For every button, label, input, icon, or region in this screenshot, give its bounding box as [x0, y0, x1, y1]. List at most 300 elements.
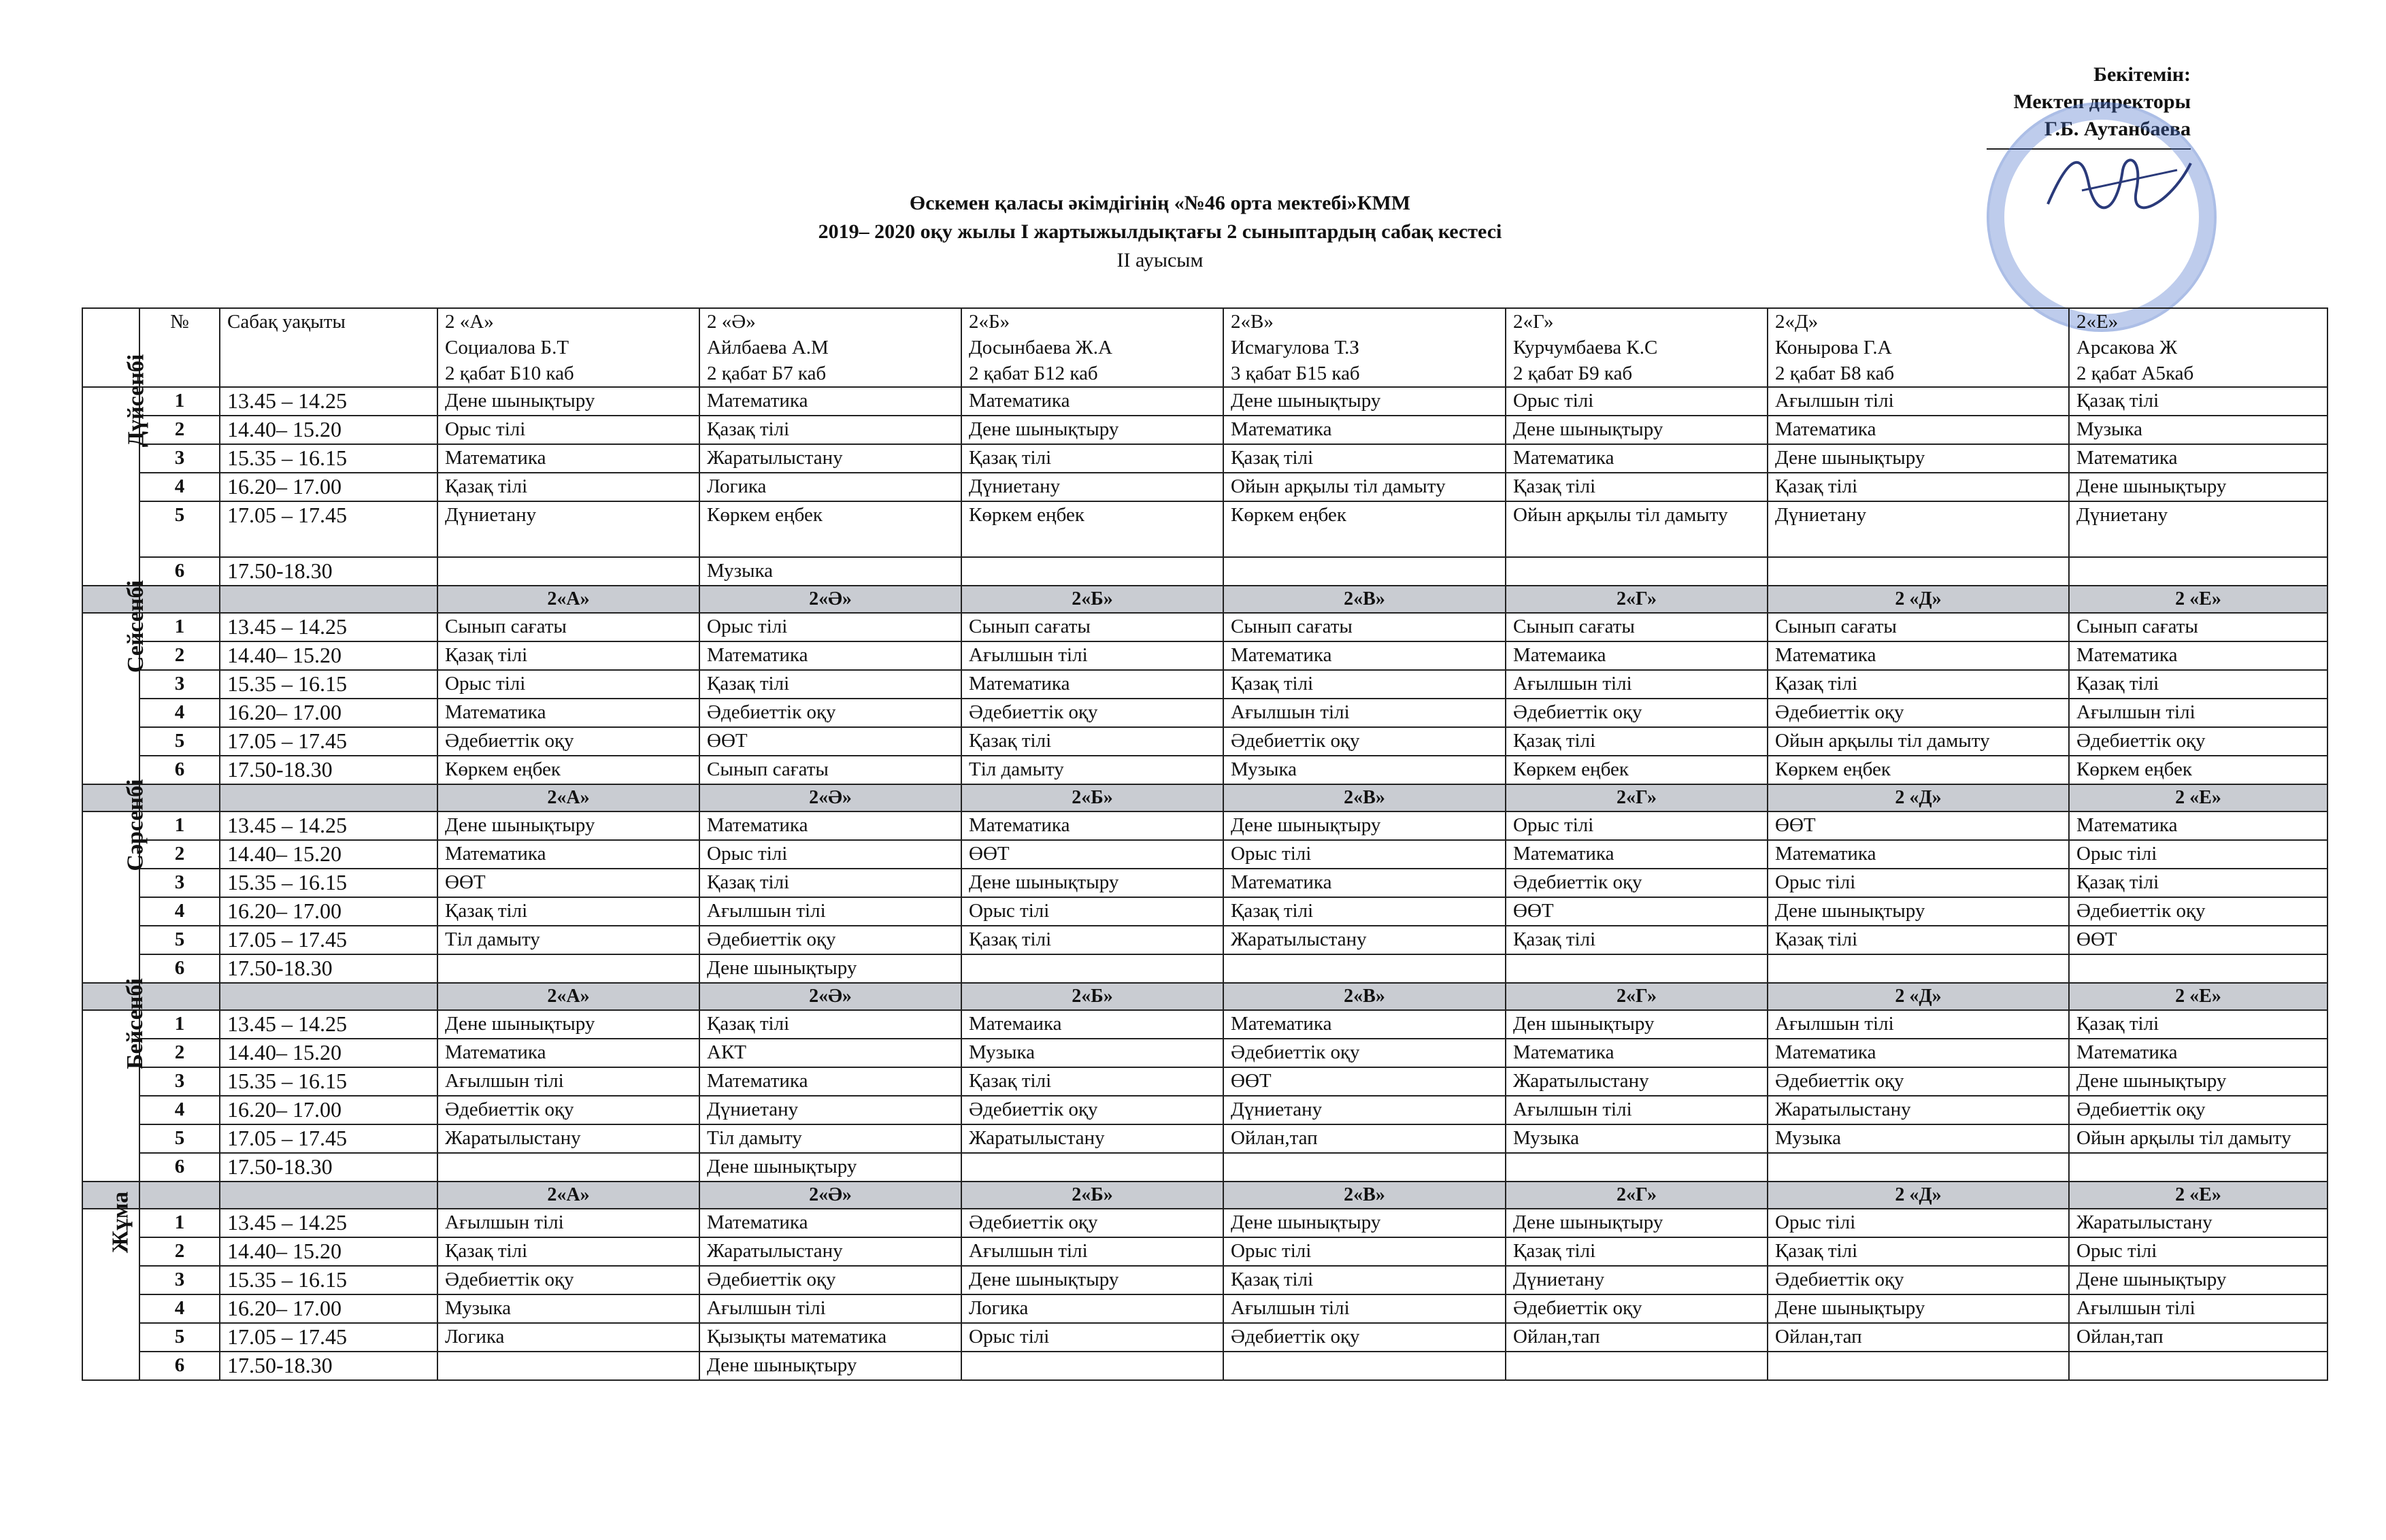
lesson-number: 4 [139, 1294, 220, 1323]
subject-cell: ӨӨТ [1768, 811, 2069, 840]
separator-class-label: 2«Б» [961, 1182, 1223, 1209]
subject-cell [1506, 557, 1768, 586]
subject-cell: Орыс тілі [437, 416, 699, 444]
subject-cell: Көркем еңбек [1768, 756, 2069, 784]
subject-cell: Қазақ тілі [1768, 473, 2069, 501]
class-separator-row [82, 784, 2327, 811]
subject-cell: Ойын арқылы тіл дамыту [1223, 473, 1506, 501]
lesson-number: 3 [139, 869, 220, 897]
separator-class-label: 2«Ә» [699, 983, 961, 1010]
subject-cell: Музыка [2069, 416, 2327, 444]
subject-cell: Орыс тілі [699, 613, 961, 641]
lesson-time: 16.20– 17.00 [220, 1294, 437, 1323]
lesson-number: 2 [139, 1237, 220, 1266]
subject-cell [961, 557, 1223, 586]
subject-cell: Орыс тілі [1768, 869, 2069, 897]
subject-cell: Математика [2069, 641, 2327, 670]
subject-cell: Әдебиеттік оқу [2069, 897, 2327, 926]
subject-cell: Қазақ тілі [699, 1010, 961, 1039]
subject-cell [961, 1352, 1223, 1380]
subject-cell: Сынып сағаты [1223, 613, 1506, 641]
lesson-row [82, 1067, 2327, 1096]
lesson-number: 4 [139, 897, 220, 926]
lesson-time: 15.35 – 16.15 [220, 1266, 437, 1294]
subject-cell: Дүниетану [437, 501, 699, 557]
subject-cell: Әдебиеттік оқу [1223, 1039, 1506, 1067]
subject-cell: Әдебиеттік оқу [1223, 1323, 1506, 1352]
subject-cell: Математика [1768, 1039, 2069, 1067]
lesson-row [82, 557, 2327, 586]
subject-cell: Математика [437, 1039, 699, 1067]
subject-cell: Ағылшын тілі [1768, 1010, 2069, 1039]
subject-cell: Ойлан,тап [1506, 1323, 1768, 1352]
separator-blank [220, 784, 437, 811]
lesson-number: 5 [139, 1124, 220, 1153]
subject-cell: Әдебиеттік оқу [1506, 699, 1768, 727]
subject-cell: Дүниетану [1223, 1096, 1506, 1124]
subject-cell: Дене шынықтыру [961, 869, 1223, 897]
subject-cell: Жаратылыстану [1768, 1096, 2069, 1124]
subject-cell: Орыс тілі [1768, 1209, 2069, 1237]
subject-cell: Сынып сағаты [437, 613, 699, 641]
subject-cell: Логика [437, 1323, 699, 1352]
subject-cell: Көркем еңбек [1223, 501, 1506, 557]
subject-cell: Математика [961, 387, 1223, 416]
subject-cell: Қызықты математика [699, 1323, 961, 1352]
separator-class-label: 2 «Е» [2069, 1182, 2327, 1209]
subject-cell [1506, 1153, 1768, 1182]
subject-cell: Дене шынықтыру [2069, 1266, 2327, 1294]
subject-cell: Көркем еңбек [437, 756, 699, 784]
subject-cell: Ағылшын тілі [1506, 670, 1768, 699]
subject-cell: Ағылшын тілі [699, 1294, 961, 1323]
separator-class-label: 2«Г» [1506, 1182, 1768, 1209]
subject-cell: Дене шынықтыру [1223, 1209, 1506, 1237]
separator-blank [139, 1182, 220, 1209]
separator-class-label: 2«Г» [1506, 784, 1768, 811]
subject-cell: Ағылшын тілі [1223, 1294, 1506, 1323]
subject-cell: Ағылшын тілі [2069, 1294, 2327, 1323]
lesson-row [82, 670, 2327, 699]
subject-cell: Әдебиеттік оқу [437, 1266, 699, 1294]
lesson-time: 17.05 – 17.45 [220, 501, 437, 557]
subject-cell: Дүниетану [2069, 501, 2327, 557]
header-time: Сабақ уақыты [220, 308, 437, 387]
subject-cell: Орыс тілі [1223, 1237, 1506, 1266]
separator-class-label: 2«Ә» [699, 784, 961, 811]
subject-cell: ӨӨТ [1506, 897, 1768, 926]
lesson-number: 1 [139, 613, 220, 641]
subject-cell: Қазақ тілі [961, 727, 1223, 756]
subject-cell: Қазақ тілі [1506, 926, 1768, 954]
subject-cell: Математика [1768, 416, 2069, 444]
lesson-row [82, 416, 2327, 444]
subject-cell: Әдебиеттік оқу [1768, 699, 2069, 727]
lesson-time: 14.40– 15.20 [220, 1237, 437, 1266]
lesson-row [82, 897, 2327, 926]
subject-cell: Әдебиеттік оқу [437, 1096, 699, 1124]
lesson-row [82, 926, 2327, 954]
subject-cell: Әдебиеттік оқу [699, 699, 961, 727]
subject-cell: Қазақ тілі [961, 444, 1223, 473]
school-name: Өскемен қаласы әкімдігінің «№46 орта мектебі»КММ [909, 192, 1411, 214]
subject-cell: Орыс тілі [961, 897, 1223, 926]
lesson-row [82, 1124, 2327, 1153]
lesson-number: 3 [139, 1266, 220, 1294]
subject-cell: Қазақ тілі [1506, 1237, 1768, 1266]
lesson-number: 4 [139, 473, 220, 501]
lesson-row [82, 501, 2327, 557]
subject-cell: Орыс тілі [1506, 811, 1768, 840]
separator-class-label: 2«А» [437, 1182, 699, 1209]
subject-cell: Ойын арқылы тіл дамыту [2069, 1124, 2327, 1153]
subject-cell: Дене шынықтыру [437, 811, 699, 840]
class-header: 2«Б» Досынбаева Ж.А 2 қабат Б12 каб [961, 308, 1223, 387]
lesson-number: 1 [139, 811, 220, 840]
lesson-time: 14.40– 15.20 [220, 1039, 437, 1067]
lesson-time: 17.05 – 17.45 [220, 926, 437, 954]
subject-cell: Ағылшын тілі [961, 641, 1223, 670]
class-separator-row [82, 983, 2327, 1010]
lesson-time: 16.20– 17.00 [220, 1096, 437, 1124]
lesson-number: 6 [139, 954, 220, 983]
subject-cell: Тіл дамыту [699, 1124, 961, 1153]
subject-cell: Логика [699, 473, 961, 501]
subject-cell: Музыка [1223, 756, 1506, 784]
subject-cell: Қазақ тілі [1768, 670, 2069, 699]
separator-class-label: 2«А» [437, 586, 699, 613]
subject-cell: Ойлан,тап [1768, 1323, 2069, 1352]
subject-cell: Дене шынықтыру [1223, 811, 1506, 840]
subject-cell: Музыка [1768, 1124, 2069, 1153]
class-header: 2 «А» Социалова Б.Т 2 қабат Б10 каб [437, 308, 699, 387]
subject-cell: Жаратылыстану [961, 1124, 1223, 1153]
subject-cell: Математика [437, 699, 699, 727]
lesson-number: 3 [139, 1067, 220, 1096]
subject-cell: Қазақ тілі [1506, 473, 1768, 501]
lesson-time: 15.35 – 16.15 [220, 1067, 437, 1096]
subject-cell: Әдебиеттік оқу [1768, 1266, 2069, 1294]
separator-class-label: 2«Г» [1506, 586, 1768, 613]
subject-cell: Қазақ тілі [2069, 387, 2327, 416]
lesson-number: 6 [139, 557, 220, 586]
subject-cell [437, 954, 699, 983]
lesson-time: 17.05 – 17.45 [220, 727, 437, 756]
separator-class-label: 2«Б» [961, 784, 1223, 811]
lesson-row [82, 444, 2327, 473]
separator-class-label: 2«В» [1223, 784, 1506, 811]
subject-cell: Дене шынықтыру [2069, 1067, 2327, 1096]
subject-cell: Дене шынықтыру [961, 1266, 1223, 1294]
lesson-time: 16.20– 17.00 [220, 699, 437, 727]
subject-cell: Математика [437, 840, 699, 869]
subject-cell: Ағылшын тілі [1506, 1096, 1768, 1124]
subject-cell: Дүниетану [699, 1096, 961, 1124]
subject-cell: Сынып сағаты [2069, 613, 2327, 641]
subject-cell: ӨӨТ [699, 727, 961, 756]
lesson-row [82, 699, 2327, 727]
subject-cell: Ағылшын тілі [961, 1237, 1223, 1266]
lesson-row [82, 473, 2327, 501]
schedule-table [82, 307, 2328, 1381]
day-cell [82, 354, 149, 586]
subject-cell: Ойлан,тап [2069, 1323, 2327, 1352]
subject-cell: Ағылшын тілі [437, 1209, 699, 1237]
approval-title: Бекітемін: [2093, 63, 2191, 86]
subject-cell: Орыс тілі [961, 1323, 1223, 1352]
subject-cell: Қазақ тілі [699, 869, 961, 897]
lesson-time: 14.40– 15.20 [220, 416, 437, 444]
lesson-row [82, 1096, 2327, 1124]
class-header: 2«В» Исмагулова Т.З 3 қабат Б15 каб [1223, 308, 1506, 387]
subject-cell [1223, 954, 1506, 983]
approval-position: Мектеп директоры [2013, 90, 2191, 113]
subject-cell: Қазақ тілі [1223, 1266, 1506, 1294]
subject-cell: Дүниетану [1768, 501, 2069, 557]
separator-class-label: 2 «Е» [2069, 586, 2327, 613]
lesson-time: 17.50-18.30 [220, 756, 437, 784]
subject-cell: Математика [961, 811, 1223, 840]
subject-cell: Музыка [699, 557, 961, 586]
lesson-number: 5 [139, 1323, 220, 1352]
subject-cell: Дене шынықтыру [699, 1153, 961, 1182]
subject-cell: Орыс тілі [437, 670, 699, 699]
subject-cell: Ойын арқылы тіл дамыту [1506, 501, 1768, 557]
lesson-number: 2 [139, 641, 220, 670]
subject-cell: Дене шынықтыру [1506, 416, 1768, 444]
lesson-number: 5 [139, 501, 220, 557]
subject-cell: Әдебиеттік оқу [961, 1209, 1223, 1237]
lesson-number: 4 [139, 699, 220, 727]
subject-cell: Дүниетану [961, 473, 1223, 501]
day-name: Сейсенбі [123, 580, 149, 673]
separator-blank [139, 983, 220, 1010]
subject-cell [437, 1352, 699, 1380]
subject-cell: Матемаика [961, 1010, 1223, 1039]
separator-class-label: 2«Б» [961, 983, 1223, 1010]
subject-cell [1768, 954, 2069, 983]
lesson-number: 2 [139, 1039, 220, 1067]
lesson-number: 6 [139, 1352, 220, 1380]
lesson-row [82, 1209, 2327, 1237]
subject-cell: Орыс тілі [1506, 387, 1768, 416]
subject-cell: Математика [699, 641, 961, 670]
lesson-row [82, 840, 2327, 869]
subject-cell: Тіл дамыту [437, 926, 699, 954]
lesson-time: 17.50-18.30 [220, 1352, 437, 1380]
separator-class-label: 2 «Е» [2069, 983, 2327, 1010]
subject-cell: Орыс тілі [1223, 840, 1506, 869]
subject-cell [2069, 557, 2327, 586]
subject-cell: Көркем еңбек [2069, 756, 2327, 784]
separator-blank [220, 1182, 437, 1209]
subject-cell: Дене шынықтыру [1768, 897, 2069, 926]
lesson-number: 5 [139, 727, 220, 756]
subject-cell: ӨӨТ [437, 869, 699, 897]
lesson-time: 16.20– 17.00 [220, 897, 437, 926]
subject-cell: Сынып сағаты [1768, 613, 2069, 641]
lesson-time: 17.05 – 17.45 [220, 1124, 437, 1153]
subject-cell [437, 1153, 699, 1182]
subject-cell [1223, 1352, 1506, 1380]
subject-cell: Математика [699, 1067, 961, 1096]
lesson-number: 6 [139, 1153, 220, 1182]
lesson-time: 17.05 – 17.45 [220, 1323, 437, 1352]
subject-cell [1768, 557, 2069, 586]
lesson-row [82, 641, 2327, 670]
subject-cell: Сынып сағаты [1506, 613, 1768, 641]
lesson-row [82, 1010, 2327, 1039]
subject-cell: Дене шынықтыру [699, 954, 961, 983]
subject-cell: Әдебиеттік оқу [961, 699, 1223, 727]
subject-cell: ӨӨТ [2069, 926, 2327, 954]
subject-cell [961, 954, 1223, 983]
separator-class-label: 2«В» [1223, 1182, 1506, 1209]
separator-class-label: 2«Ә» [699, 586, 961, 613]
approval-person: Г.Б. Аутанбаева [2044, 118, 2191, 140]
class-header: 2«Е» Арсакова Ж 2 қабат А5каб [2069, 308, 2327, 387]
subject-cell: Ден шынықтыру [1506, 1010, 1768, 1039]
lesson-number: 1 [139, 387, 220, 416]
separator-blank [220, 586, 437, 613]
lesson-row [82, 869, 2327, 897]
subject-cell: ӨӨТ [1223, 1067, 1506, 1096]
separator-blank [139, 586, 220, 613]
subject-cell: АКТ [699, 1039, 961, 1067]
subject-cell: Ағылшын тілі [699, 897, 961, 926]
class-separator-row [82, 586, 2327, 613]
subject-cell: Көркем еңбек [1506, 756, 1768, 784]
lesson-time: 13.45 – 14.25 [220, 387, 437, 416]
subject-cell: Қазақ тілі [1223, 670, 1506, 699]
subject-cell: Математика [961, 670, 1223, 699]
lesson-time: 16.20– 17.00 [220, 473, 437, 501]
subject-cell [1506, 954, 1768, 983]
day-name: Бейсенбі [122, 978, 148, 1069]
subject-cell: Тіл дамыту [961, 756, 1223, 784]
subject-cell [1223, 557, 1506, 586]
separator-class-label: 2 «Д» [1768, 1182, 2069, 1209]
lesson-time: 13.45 – 14.25 [220, 613, 437, 641]
schedule-title: 2019– 2020 оқу жылы І жартыжылдықтағы 2 сыныптардың сабақ кестесі [818, 220, 1502, 243]
lesson-row [82, 756, 2327, 784]
separator-class-label: 2 «Д» [1768, 983, 2069, 1010]
day-name: Сәрсенбі [122, 779, 148, 871]
subject-cell: Қазақ тілі [699, 416, 961, 444]
subject-cell: Дене шынықтыру [2069, 473, 2327, 501]
subject-cell: Музыка [437, 1294, 699, 1323]
subject-cell: Қазақ тілі [699, 670, 961, 699]
lesson-time: 15.35 – 16.15 [220, 670, 437, 699]
lesson-row [82, 954, 2327, 983]
subject-cell: Ағылшын тілі [437, 1067, 699, 1096]
separator-class-label: 2«А» [437, 983, 699, 1010]
subject-cell: Дене шынықтыру [1223, 387, 1506, 416]
subject-cell [1768, 1352, 2069, 1380]
subject-cell: Әдебиеттік оқу [961, 1096, 1223, 1124]
subject-cell: Көркем еңбек [699, 501, 961, 557]
lesson-row [82, 1153, 2327, 1182]
class-separator-row [82, 1182, 2327, 1209]
subject-cell: Әдебиеттік оқу [699, 926, 961, 954]
subject-cell: Математика [2069, 1039, 2327, 1067]
subject-cell [1223, 1153, 1506, 1182]
subject-cell: Дене шынықтыру [961, 416, 1223, 444]
subject-cell: Қазақ тілі [961, 1067, 1223, 1096]
subject-cell: Математика [1768, 840, 2069, 869]
subject-cell: Математика [1506, 444, 1768, 473]
lesson-row [82, 387, 2327, 416]
subject-cell: Қазақ тілі [1223, 444, 1506, 473]
subject-cell: Орыс тілі [699, 840, 961, 869]
day-name: Жұма [107, 1191, 133, 1254]
subject-cell: ӨӨТ [961, 840, 1223, 869]
lesson-number: 3 [139, 670, 220, 699]
lesson-time: 13.45 – 14.25 [220, 811, 437, 840]
subject-cell: Қазақ тілі [1768, 926, 2069, 954]
subject-cell: Әдебиеттік оқу [1223, 727, 1506, 756]
subject-cell: Музыка [961, 1039, 1223, 1067]
subject-cell [1506, 1352, 1768, 1380]
subject-cell: Дүниетану [1506, 1266, 1768, 1294]
day-cell [82, 779, 148, 983]
subject-cell: Қазақ тілі [2069, 869, 2327, 897]
day-cell [82, 978, 148, 1182]
subject-cell: Ойлан,тап [1223, 1124, 1506, 1153]
subject-cell: Қазақ тілі [437, 641, 699, 670]
subject-cell: Жаратылыстану [2069, 1209, 2327, 1237]
lesson-time: 13.45 – 14.25 [220, 1010, 437, 1039]
subject-cell: Сынып сағаты [961, 613, 1223, 641]
subject-cell: Ағылшын тілі [2069, 699, 2327, 727]
subject-cell: Логика [961, 1294, 1223, 1323]
header-row [82, 308, 2327, 387]
subject-cell: Орыс тілі [2069, 840, 2327, 869]
subject-cell: Математика [699, 387, 961, 416]
day-name: Дүйсенбі [123, 354, 149, 448]
subject-cell: Қазақ тілі [437, 897, 699, 926]
subject-cell [2069, 1153, 2327, 1182]
subject-cell: Әдебиеттік оқу [2069, 727, 2327, 756]
subject-cell: Математика [1506, 840, 1768, 869]
subject-cell: Қазақ тілі [1768, 1237, 2069, 1266]
subject-cell: Қазақ тілі [2069, 1010, 2327, 1039]
subject-cell: Математика [699, 811, 961, 840]
subject-cell: Математика [1223, 869, 1506, 897]
lesson-time: 15.35 – 16.15 [220, 869, 437, 897]
lesson-row [82, 811, 2327, 840]
subject-cell: Қазақ тілі [437, 473, 699, 501]
lesson-number: 5 [139, 926, 220, 954]
lesson-row [82, 1352, 2327, 1380]
lesson-row [82, 1323, 2327, 1352]
subject-cell: Математика [699, 1209, 961, 1237]
subject-cell: Математика [2069, 444, 2327, 473]
lesson-number: 1 [139, 1010, 220, 1039]
shift-label: ІІ ауысым [1116, 249, 1204, 271]
lesson-row [82, 1039, 2327, 1067]
separator-class-label: 2«В» [1223, 983, 1506, 1010]
lesson-row [82, 1266, 2327, 1294]
subject-cell [2069, 1352, 2327, 1380]
subject-cell: Дене шынықтыру [699, 1352, 961, 1380]
subject-cell: Математика [1223, 641, 1506, 670]
subject-cell [2069, 954, 2327, 983]
subject-cell: Әдебиеттік оқу [1506, 1294, 1768, 1323]
subject-cell: Әдебиеттік оқу [437, 727, 699, 756]
separator-class-label: 2«В» [1223, 586, 1506, 613]
subject-cell: Қазақ тілі [1223, 897, 1506, 926]
